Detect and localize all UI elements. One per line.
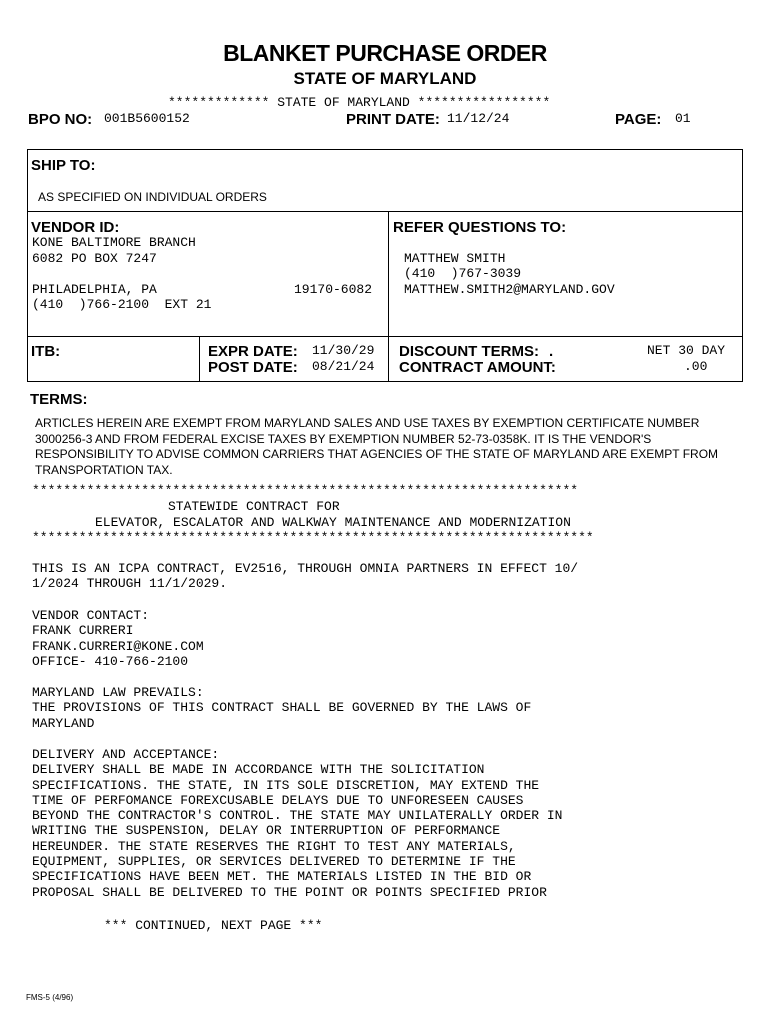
- post-date-value: 08/21/24: [312, 359, 375, 374]
- stars-divider-top: **********************************************************************: [32, 483, 579, 498]
- vendor-name: KONE BALTIMORE BRANCH: [32, 235, 196, 250]
- contract-amount-label: CONTRACT AMOUNT:: [399, 359, 556, 376]
- page-label: PAGE:: [615, 111, 662, 128]
- terms-text: ARTICLES HEREIN ARE EXEMPT FROM MARYLAND SALES AND USE TAXES BY EXEMPTION CERTIFICATE NUMBER 3000256-3 AND FROM FEDERAL EXCISE TAXES BY EXEMPTION NUMBER 52-73-0358K. IT IS THE VENDOR'S RESPONSIBILITY TO ADVISE COMMON CARRIERS THAT AGENCIES OF THE STATE OF MARYLAND ARE EXEMPT FROM TRANSPORTATION TAX.: [35, 416, 719, 477]
- itb-label: ITB:: [31, 343, 61, 360]
- contract-title-line1: STATEWIDE CONTRACT FOR: [168, 499, 340, 514]
- print-date-value: 11/12/24: [447, 111, 510, 126]
- box-itb-divider: [27, 336, 743, 337]
- contract-title-line2: ELEVATOR, ESCALATOR AND WALKWAY MAINTENANCE AND MODERNIZATION: [95, 515, 571, 530]
- refer-questions-label: REFER QUESTIONS TO:: [393, 219, 567, 236]
- delivery-paragraph: DELIVERY AND ACCEPTANCE: DELIVERY SHALL BE MADE IN ACCORDANCE WITH THE SOLICITATION SPECIFICATIONS. THE STATE, IN ITS SOLE DISCRETION, MAY EXTEND THE TIME OF PERFOMANCE FOREXCUSABLE DELAYS DUE TO UNFORESEEN CAUSES BEYOND THE CONTRACTOR'S CONTROL. THE STATE MAY UNILATERALLY ORDER IN WRITING THE SUSPENSION, DELAY OR INTERRUPTION OF PERFORMANCE HEREUNDER. THE STATE RESERVES THE RIGHT TO TEST ANY MATERIALS, EQUIPMENT, SUPPLIES, OR SERVICES DELIVERED TO DETERMINE IF THE SPECIFICATIONS HAVE BEEN MET. THE MATERIALS LISTED IN THE BID OR PROPOSAL SHALL BE DELIVERED TO THE POINT OR POINTS SPECIFIED PRIOR: [32, 747, 563, 900]
- form-id: FMS-5 (4/96): [26, 993, 74, 1002]
- icpa-paragraph: THIS IS AN ICPA CONTRACT, EV2516, THROUGH OMNIA PARTNERS IN EFFECT 10/ 1/2024 THROUGH 11/1/2029.: [32, 561, 579, 592]
- post-date-label: POST DATE:: [208, 359, 298, 376]
- vendor-zip: 19170-6082: [294, 282, 373, 297]
- ship-to-label: SHIP TO:: [31, 157, 96, 174]
- box-top-border: [27, 149, 743, 150]
- page-number: 01: [675, 111, 691, 126]
- box-shipto-divider: [27, 211, 743, 212]
- print-date-label: PRINT DATE:: [346, 111, 440, 128]
- contract-amount-value: .00: [684, 359, 708, 374]
- vendor-phone: (410 )766-2100 EXT 21: [32, 297, 212, 312]
- vendor-id-label: VENDOR ID:: [31, 219, 120, 236]
- expr-date-value: 11/30/29: [312, 343, 375, 358]
- vendor-contact-paragraph: VENDOR CONTACT: FRANK CURRERI FRANK.CURRERI@KONE.COM OFFICE- 410-766-2100: [32, 608, 204, 669]
- bpo-label: BPO NO:: [28, 111, 93, 128]
- stars-divider-bottom: ************************************************************************: [32, 530, 594, 545]
- law-paragraph: MARYLAND LAW PREVAILS: THE PROVISIONS OF THIS CONTRACT SHALL BE GOVERNED BY THE LAWS OF MARYLAND: [32, 685, 532, 731]
- bpo-number: 001B5600152: [104, 111, 190, 126]
- box-itb-vertical: [199, 336, 200, 382]
- box-right-border: [742, 149, 743, 382]
- contact-phone: (410 )767-3039: [404, 266, 522, 281]
- contact-name: MATTHEW SMITH: [404, 251, 506, 266]
- discount-terms-label: DISCOUNT TERMS:: [399, 343, 539, 360]
- ship-to-text: AS SPECIFIED ON INDIVIDUAL ORDERS: [38, 190, 267, 204]
- vendor-address: 6082 PO BOX 7247: [32, 251, 157, 266]
- discount-terms-value: NET 30 DAY: [647, 343, 726, 358]
- vendor-city: PHILADELPHIA, PA: [32, 282, 157, 297]
- contact-email: MATTHEW.SMITH2@MARYLAND.GOV: [404, 282, 615, 297]
- state-banner: ************* STATE OF MARYLAND *****************: [168, 95, 551, 110]
- box-left-border: [27, 149, 28, 382]
- expr-date-label: EXPR DATE:: [208, 343, 298, 360]
- terms-label: TERMS:: [30, 391, 88, 408]
- box-vendor-divider: [388, 211, 389, 382]
- page-title: BLANKET PURCHASE ORDER: [223, 40, 547, 66]
- discount-terms-dot: .: [549, 343, 554, 360]
- box-bottom-border: [27, 381, 743, 382]
- page-subtitle: STATE OF MARYLAND: [293, 69, 477, 88]
- continued-note: *** CONTINUED, NEXT PAGE ***: [104, 918, 323, 933]
